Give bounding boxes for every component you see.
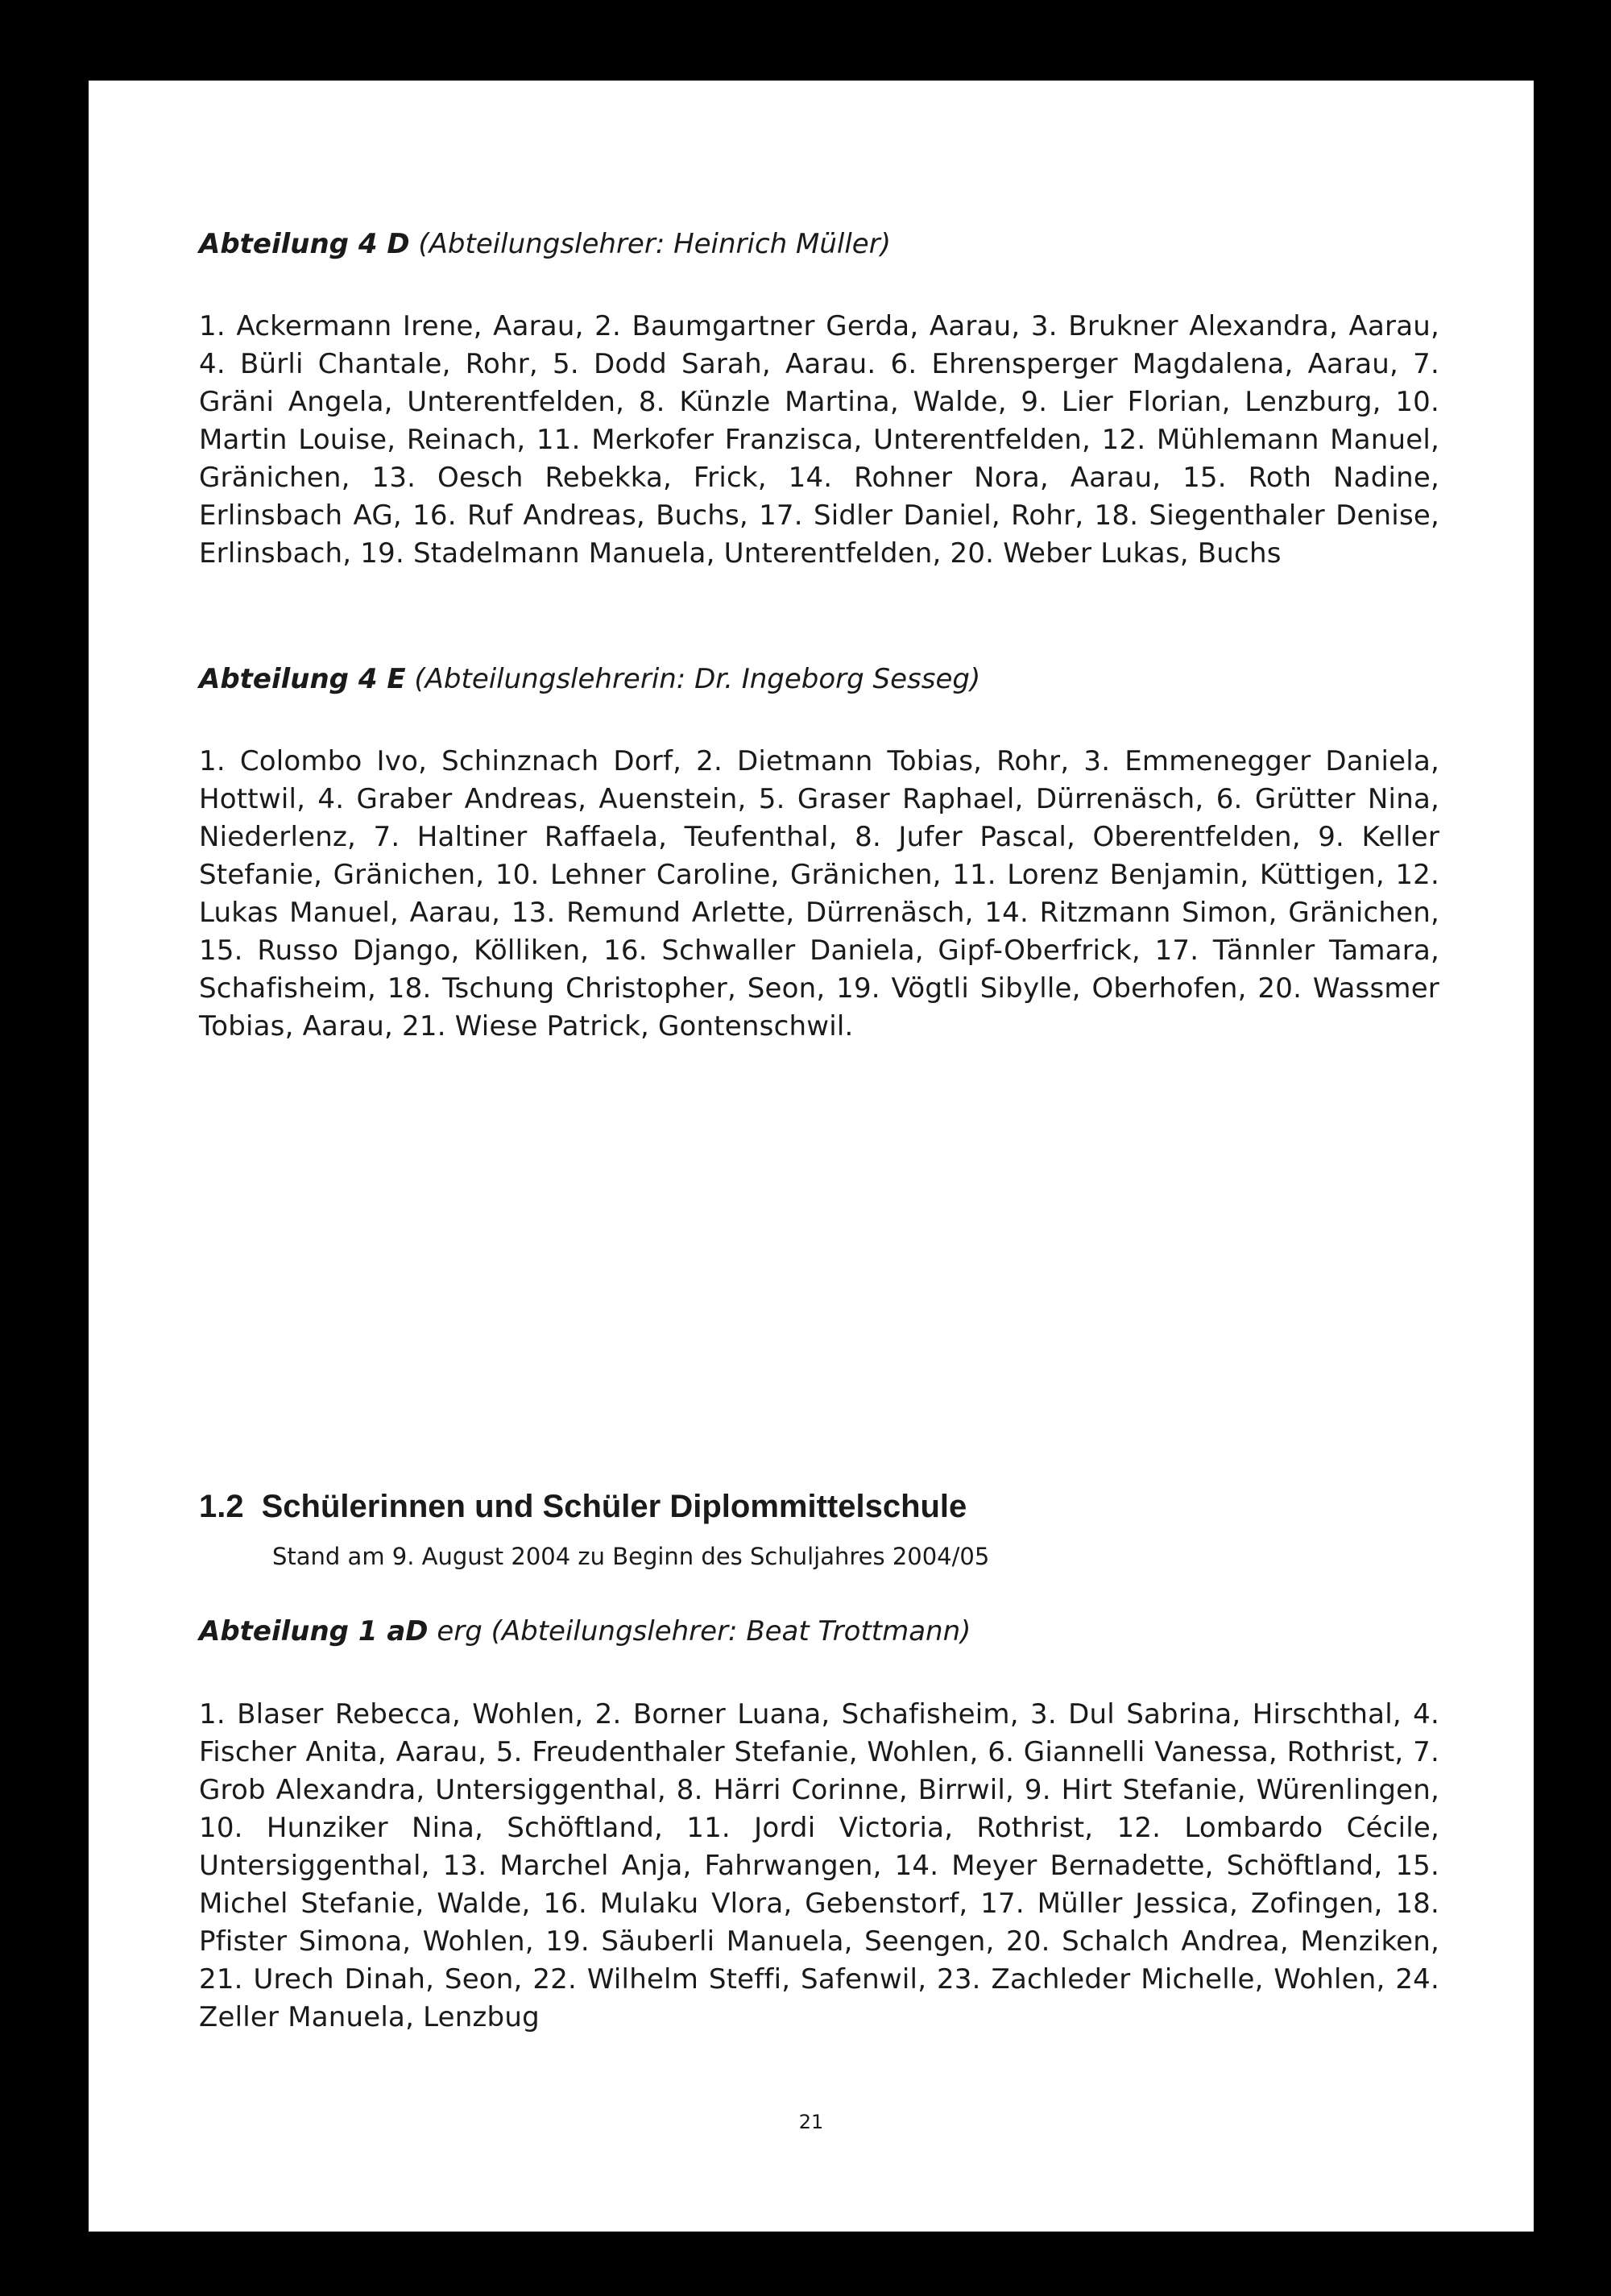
section-heading-4e-teacher: (Abteilungslehrerin: Dr. Ingeborg Sesseg) — [405, 663, 981, 695]
section-heading-4d-teacher: (Abteilungslehrer: Heinrich Müller) — [409, 228, 891, 260]
page-number: 21 — [798, 2111, 824, 2133]
section-heading-4e-bold: Abteilung 4 E — [199, 663, 406, 695]
section-heading-4e — [199, 661, 1439, 698]
section-heading-4d — [199, 226, 1439, 263]
chapter-title-text: Schülerinnen und Schüler Diplommittelschule — [261, 1489, 967, 1524]
chapter-title — [199, 1486, 1439, 1527]
student-list-4e: 1. Colombo Ivo, Schinznach Dorf, 2. Dietmann Tobias, Rohr, 3. Emmenegger Daniela, Hottwil, 4. Graber Andreas, Auenstein, 5. Graser Raphael, Dürrenäsch, 6. Grütter Nina, Niederlenz, 7. Haltiner Raffaela, Teufenthal, 8. Jufer Pascal, Oberentfelden, 9. Keller Stefanie, Gränichen, 10. Lehner Caroline, Gränichen, 11. Lorenz Benjamin, Küttigen, 12. Lukas Manuel, Aarau, 13. Remund Arlette, Dürrenäsch, 14. Ritzmann Simon, Gränichen, 15. Russo Django, Kölliken, 16. Schwaller Daniela, Gipf-Oberfrick, 17. Tännler Tamara, Schafisheim, 18. Tschung Christopher, Seon, 19. Vögtli Sibylle, Oberhofen, 20. Wassmer Tobias, Aarau, 21. Wiese Patrick, Gontenschwil. — [199, 745, 1439, 1042]
student-list-4d: 1. Ackermann Irene, Aarau, 2. Baumgartner Gerda, Aarau, 3. Brukner Alexandra, Aarau, 4. Bürli Chantale, Rohr, 5. Dodd Sarah, Aarau. 6. Ehrensperger Magdalena, Aarau, 7. Gräni Angela, Unterentfelden, 8. Künzle Martina, Walde, 9. Lier Florian, Lenzburg, 10. Martin Louise, Reinach, 11. Merkofer Franzisca, Unterentfelden, 12. Mühlemann Manuel, Gränichen, 13. Oesch Rebekka, Frick, 14. Rohner Nora, Aarau, 15. Roth Nadine, Erlinsbach AG, 16. Ruf Andreas, Buchs, 17. Sidler Daniel, Rohr, 18. Siegenthaler Denise, Erlinsbach, 19. Stadelmann Manuela, Unterentfelden, 20. Weber Lukas, Buchs — [199, 310, 1439, 570]
section-heading-1ad-teacher: erg (Abteilungslehrer: Beat Trottmann) — [428, 1615, 971, 1647]
student-list-1ad: 1. Blaser Rebecca, Wohlen, 2. Borner Luana, Schafisheim, 3. Dul Sabrina, Hirschthal, 4. Fischer Anita, Aarau, 5. Freudenthaler Stefanie, Wohlen, 6. Giannelli Vanessa, Rothrist, 7. Grob Alexandra, Untersiggenthal, 8. Härri Corinne, Birrwil, 9. Hirt Stefanie, Würenlingen, 10. Hunziker Nina, Schöftland, 11. Jordi Victoria, Rothrist, 12. Lombardo Cécile, Untersiggenthal, 13. Marchel Anja, Fahrwangen, 14. Meyer Bernadette, Schöftland, 15. Michel Stefanie, Walde, 16. Mulaku Vlora, Gebenstorf, 17. Müller Jessica, Zofingen, 18. Pfister Simona, Wohlen, 19. Säuberli Manuela, Seengen, 20. Schalch Andrea, Menziken, 21. Urech Dinah, Seon, 22. Wilhelm Steffi, Safenwil, 23. Zachleder Michelle, Wohlen, 24. Zeller Manuela, Lenzbug — [199, 1698, 1439, 2033]
section-heading-1ad — [199, 1613, 1439, 1650]
chapter-number: 1.2 — [199, 1489, 244, 1524]
chapter-subtitle: Stand am 9. August 2004 zu Beginn des Schuljahres 2004/05 — [272, 1543, 990, 1570]
section-heading-1ad-bold: Abteilung 1 aD — [199, 1615, 429, 1647]
document-page — [89, 81, 1534, 2232]
section-heading-4d-bold: Abteilung 4 D — [199, 228, 410, 260]
